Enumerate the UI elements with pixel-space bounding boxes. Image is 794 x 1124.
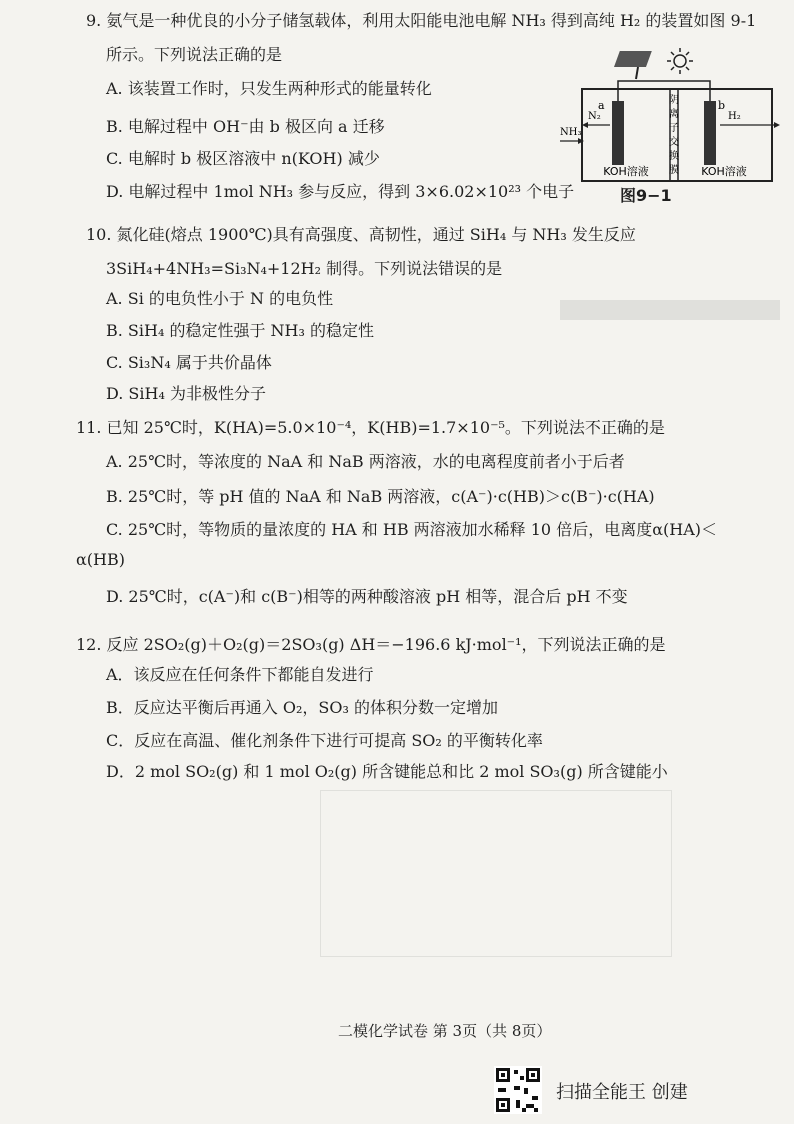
- svg-text:阴: 阴: [669, 95, 679, 106]
- q10-option-d: D. SiH₄ 为非极性分子: [106, 384, 266, 403]
- svg-text:子: 子: [669, 123, 679, 134]
- electrolysis-diagram: [560, 45, 780, 205]
- left-solution-label: KOH溶液: [603, 165, 649, 178]
- svg-text:离: 离: [669, 109, 679, 120]
- q9-option-c: C. 电解时 b 极区溶液中 n(KOH) 减少: [106, 149, 380, 168]
- q11-option-a: A. 25℃时，等浓度的 NaA 和 NaB 两溶液，水的电离程度前者小于后者: [106, 452, 625, 471]
- electrode-b: [704, 101, 716, 165]
- page-footer: 二模化学试卷 第 3页（共 8页）: [338, 1022, 552, 1040]
- qr-code-icon: [494, 1066, 542, 1114]
- svg-text:膜: 膜: [669, 165, 679, 176]
- q10-stem-line2: 3SiH₄+4NH₃=Si₃N₄+12H₂ 制得。下列说法错误的是: [106, 259, 503, 278]
- q9-stem-line2: 所示。下列说法正确的是: [106, 45, 283, 64]
- q12-option-d: D．2 mol SO₂(g) 和 1 mol O₂(g) 所含键能总和比 2 mol SO₃(g) 所含键能小: [106, 762, 668, 781]
- q9-option-d: D. 电解过程中 1mol NH₃ 参与反应，得到 3×6.02×10²³ 个电子: [106, 182, 575, 201]
- electrode-a: [612, 101, 624, 165]
- q10-option-b: B. SiH₄ 的稳定性强于 NH₃ 的稳定性: [106, 321, 375, 340]
- q10-option-c: C. Si₃N₄ 属于共价晶体: [106, 353, 272, 372]
- label-b: b: [718, 99, 726, 112]
- bleed-through-table: [320, 790, 672, 957]
- label-n2: N₂: [588, 111, 601, 122]
- q10-option-a: A. Si 的电负性小于 N 的电负性: [106, 289, 334, 308]
- sun-icon: [667, 48, 693, 74]
- scanner-label: 扫描全能王 创建: [556, 1082, 688, 1103]
- right-solution-label: KOH溶液: [701, 165, 747, 178]
- q12-option-c: C．反应在高温、催化剂条件下进行可提高 SO₂ 的平衡转化率: [106, 731, 543, 750]
- q9-option-b: B. 电解过程中 OH⁻由 b 极区向 a 迁移: [106, 117, 385, 136]
- label-h2: H₂: [728, 111, 741, 122]
- q11-option-c-line1: C. 25℃时，等物质的量浓度的 HA 和 HB 两溶液加水稀释 10 倍后，电离度α(HA)＜: [106, 520, 717, 539]
- q12-stem: 12. 反应 2SO₂(g)＋O₂(g)＝2SO₃(g) ΔH＝−196.6 kJ·mol⁻¹，下列说法正确的是: [76, 635, 666, 654]
- q11-option-b: B. 25℃时，等 pH 值的 NaA 和 NaB 两溶液，c(A⁻)·c(HB)＞c(B⁻)·c(HA): [106, 487, 655, 506]
- solar-panel-icon: [614, 51, 652, 79]
- scanner-watermark: [494, 1066, 754, 1118]
- svg-text:交: 交: [669, 137, 679, 148]
- q9-stem-line1: 9. 氨气是一种优良的小分子储氢载体，利用太阳能电池电解 NH₃ 得到高纯 H₂ 的装置如图 9-1: [86, 11, 757, 30]
- label-nh3: NH₃: [560, 127, 582, 138]
- bleed-through: [560, 300, 780, 320]
- q12-option-b: B．反应达平衡后再通入 O₂，SO₃ 的体积分数一定增加: [106, 698, 498, 717]
- q11-stem: 11. 已知 25℃时，K(HA)=5.0×10⁻⁴，K(HB)=1.7×10⁻⁵。下列说法不正确的是: [76, 418, 665, 437]
- figure-caption: 图9−1: [620, 186, 672, 205]
- q9-option-a: A. 该装置工作时，只发生两种形式的能量转化: [106, 79, 432, 98]
- q11-option-d: D. 25℃时，c(A⁻)和 c(B⁻)相等的两种酸溶液 pH 相等，混合后 pH 不变: [106, 587, 628, 606]
- svg-text:换: 换: [669, 151, 679, 162]
- q10-stem-line1: 10. 氮化硅(熔点 1900℃)具有高强度、高韧性，通过 SiH₄ 与 NH₃ 发生反应: [86, 225, 636, 244]
- q12-option-a: A．该反应在任何条件下都能自发进行: [106, 665, 374, 684]
- label-a: a: [598, 99, 605, 112]
- q11-option-c-line2: α(HB): [76, 550, 125, 569]
